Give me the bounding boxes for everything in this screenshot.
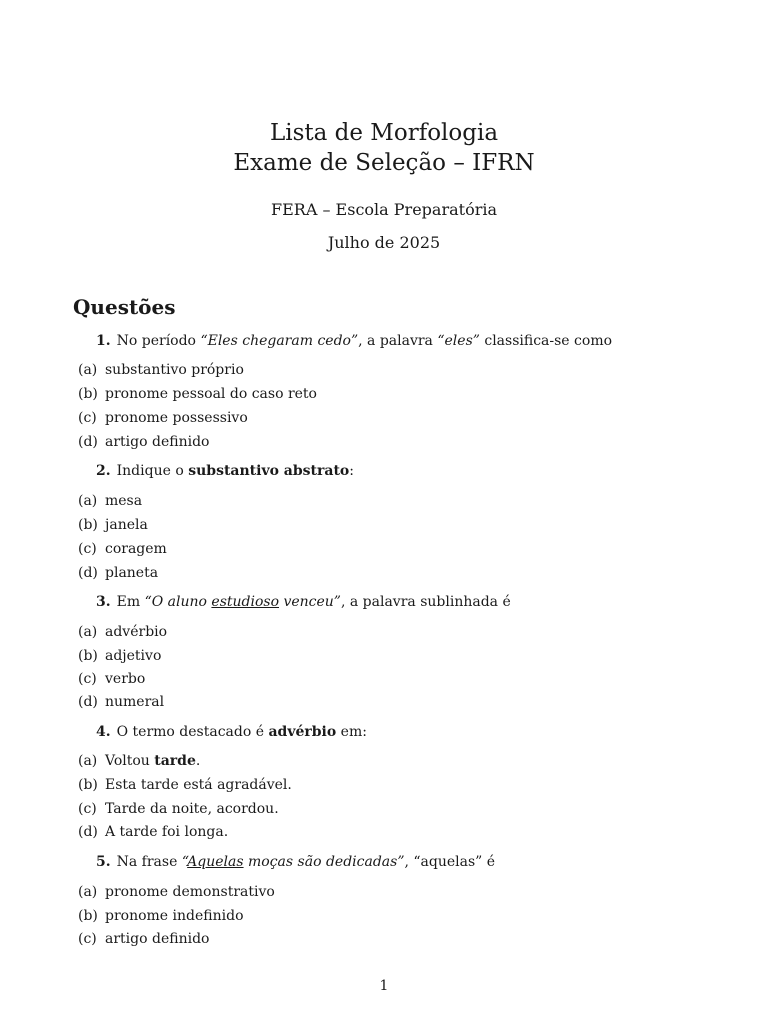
- option-label: (a): [78, 362, 98, 378]
- document-date: Julho de 2025: [327, 233, 441, 252]
- option-text: mesa: [105, 493, 143, 509]
- option-label: (b): [78, 648, 98, 664]
- question-text: Na frase: [116, 854, 182, 870]
- option-text: advérbio: [105, 624, 168, 640]
- question-4: [96, 723, 367, 741]
- question-number: 4.: [96, 724, 111, 740]
- option-label: (c): [78, 541, 97, 557]
- option: [78, 492, 142, 510]
- option: [78, 670, 145, 688]
- option-label: (b): [78, 908, 98, 924]
- option-label: (d): [78, 694, 98, 710]
- question-5: [96, 853, 495, 871]
- option-text: pronome indefinido: [105, 908, 244, 924]
- option-text: numeral: [105, 694, 165, 710]
- question-emphasis: advérbio: [268, 724, 337, 740]
- question-quote: “eles”: [437, 333, 480, 349]
- option-emphasis: tarde: [154, 753, 196, 769]
- option: [78, 623, 167, 641]
- option: [78, 516, 148, 534]
- question-text: , a palavra sublinhada é: [340, 594, 511, 610]
- option-label: (d): [78, 565, 98, 581]
- option: [78, 433, 209, 451]
- option-text: planeta: [105, 565, 159, 581]
- option-text: artigo definido: [105, 434, 210, 450]
- quote-part: moças são dedicadas”: [243, 854, 405, 870]
- organization: FERA – Escola Preparatória: [271, 200, 497, 219]
- question-text: :: [349, 463, 354, 479]
- question-number: 5.: [96, 854, 111, 870]
- underlined-word: estudioso: [211, 594, 279, 610]
- option-label: (c): [78, 931, 97, 947]
- option: [78, 361, 244, 379]
- option-label: (a): [78, 884, 98, 900]
- option: [78, 776, 292, 794]
- question-quote: “Eles chegaram cedo”: [200, 333, 359, 349]
- option-text: coragem: [105, 541, 167, 557]
- option: [78, 564, 158, 582]
- question-text: ,: [404, 854, 414, 870]
- quote-part: “: [181, 854, 188, 870]
- question-2: [96, 462, 354, 480]
- option: [78, 409, 248, 427]
- option: [78, 693, 164, 711]
- option-label: (a): [78, 624, 98, 640]
- option-text: substantivo próprio: [105, 362, 244, 378]
- option-text: artigo definido: [105, 931, 210, 947]
- option: [78, 930, 209, 948]
- option-text: Tarde da noite, acordou.: [105, 801, 279, 817]
- option-text: Voltou: [105, 753, 155, 769]
- option: [78, 540, 167, 558]
- question-text: em:: [336, 724, 367, 740]
- question-3: [96, 593, 511, 611]
- option-text: adjetivo: [105, 648, 162, 664]
- option: [78, 800, 279, 818]
- quote-part: venceu”: [279, 594, 341, 610]
- document-title: Lista de Morfologia: [269, 120, 499, 146]
- option-text: pronome pessoal do caso reto: [105, 386, 317, 402]
- option-label: (b): [78, 386, 98, 402]
- option-label: (c): [78, 801, 97, 817]
- question-text: No período: [116, 333, 201, 349]
- question-text: classifica-se como: [479, 333, 613, 349]
- underlined-word: Aquelas: [187, 854, 244, 870]
- page-number: 1: [379, 978, 389, 994]
- option-label: (d): [78, 434, 98, 450]
- option: [78, 385, 317, 403]
- question-quote: [145, 594, 341, 610]
- option-label: (c): [78, 410, 97, 426]
- option-label: (d): [78, 824, 98, 840]
- option-label: (c): [78, 671, 97, 687]
- question-text: “aquelas” é: [413, 854, 496, 870]
- option-label: (b): [78, 517, 98, 533]
- option-label: (b): [78, 777, 98, 793]
- question-number: 1.: [96, 333, 111, 349]
- section-title: Questões: [73, 295, 176, 319]
- question-text: O termo destacado é: [116, 724, 269, 740]
- option: [78, 883, 275, 901]
- option-label: (a): [78, 493, 98, 509]
- option: [78, 907, 244, 925]
- option-text: pronome possessivo: [105, 410, 248, 426]
- question-quote: [182, 854, 405, 870]
- option-label: (a): [78, 753, 98, 769]
- option: [78, 752, 200, 770]
- question-text: , a palavra: [358, 333, 438, 349]
- option-text: janela: [105, 517, 148, 533]
- option: [78, 647, 161, 665]
- question-number: 2.: [96, 463, 111, 479]
- question-1: [96, 332, 612, 350]
- question-emphasis: substantivo abstrato: [188, 463, 350, 479]
- option-text: .: [195, 753, 201, 769]
- quote-part: “O aluno: [144, 594, 212, 610]
- option: [78, 823, 228, 841]
- option-text: A tarde foi longa.: [105, 824, 229, 840]
- question-number: 3.: [96, 594, 111, 610]
- question-text: Indique o: [116, 463, 189, 479]
- option-text: verbo: [105, 671, 146, 687]
- option-text: pronome demonstrativo: [105, 884, 275, 900]
- document-subtitle: Exame de Seleção – IFRN: [233, 150, 535, 176]
- option-text: Esta tarde está agradável.: [105, 777, 292, 793]
- question-text: Em: [116, 594, 145, 610]
